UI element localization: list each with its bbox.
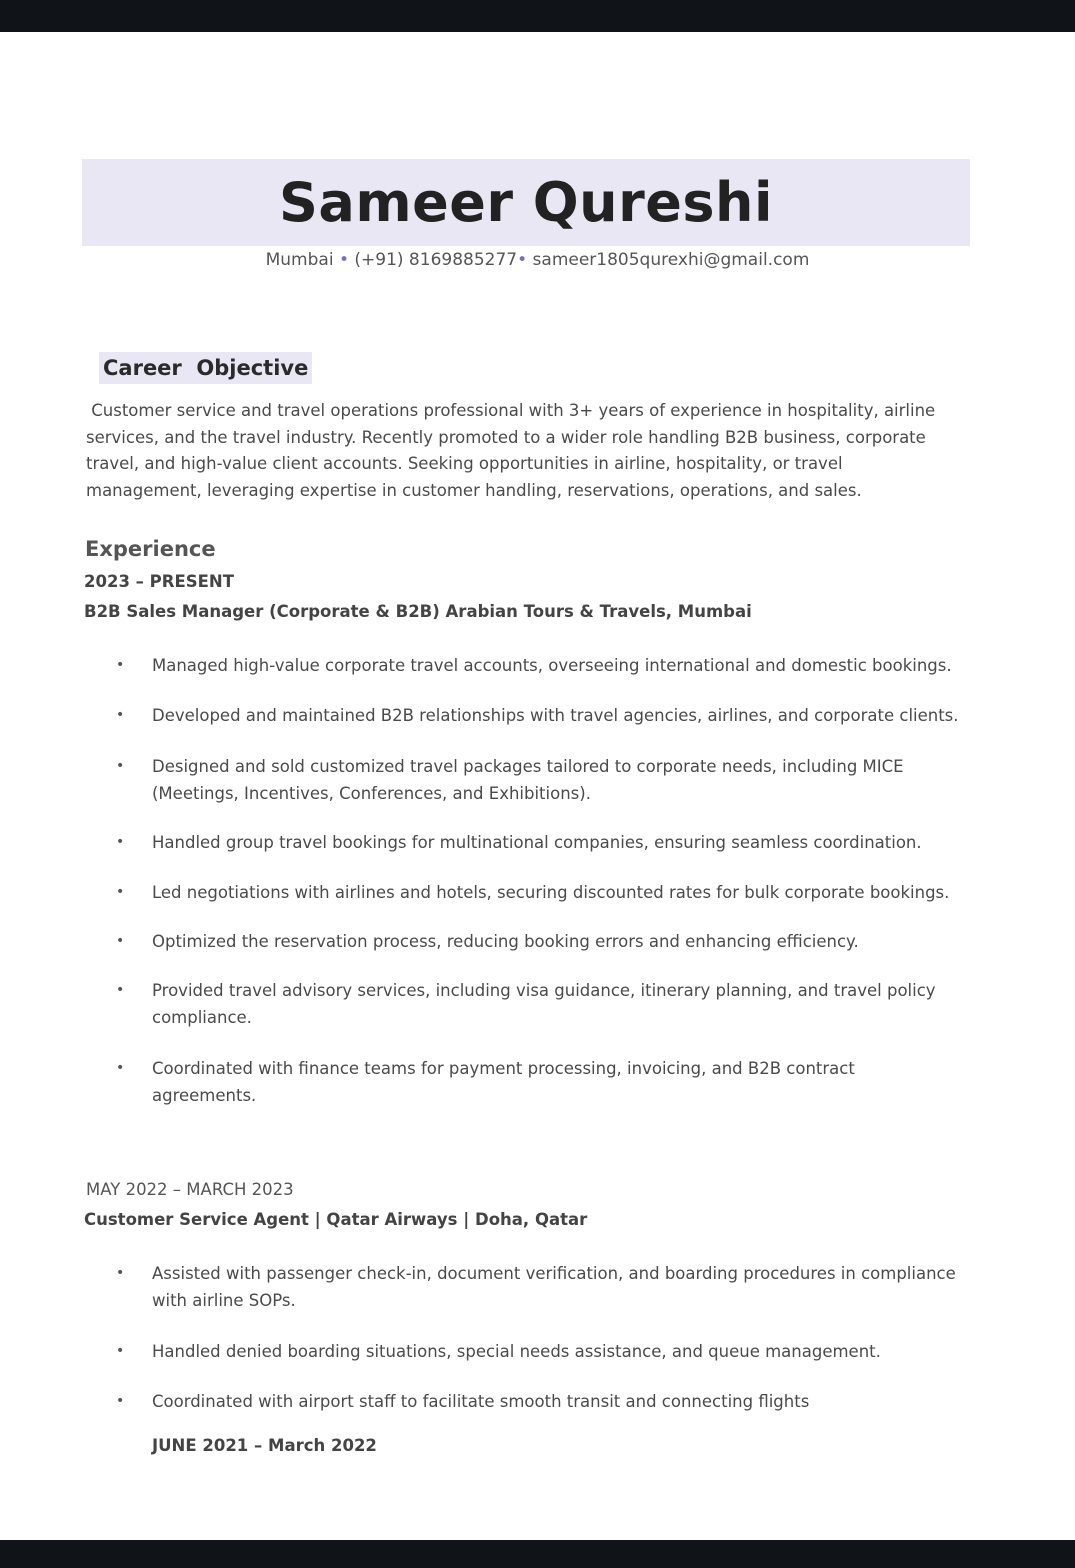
bullet-mark: • bbox=[116, 834, 125, 850]
bullet-text: Coordinated with airport staff to facilitate smooth transit and connecting flights bbox=[152, 1392, 810, 1411]
separator-dot: • bbox=[517, 250, 528, 270]
bottom-bar bbox=[0, 1540, 1075, 1568]
bullet-text: Designed and sold customized travel packages tailored to corporate needs, including MICE bbox=[152, 757, 904, 776]
bullet-text: Optimized the reservation process, reducing booking errors and enhancing efficiency. bbox=[152, 932, 859, 951]
objective-line: management, leveraging expertise in customer handling, reservations, operations, and sales. bbox=[86, 480, 862, 500]
bullet-text: Managed high-value corporate travel accounts, overseeing international and domestic bookings. bbox=[152, 656, 952, 675]
separator-dot: • bbox=[338, 250, 349, 270]
bullet-text: (Meetings, Incentives, Conferences, and Exhibitions). bbox=[152, 784, 591, 803]
bullet-mark: • bbox=[116, 982, 125, 998]
bullet-text: Handled denied boarding situations, special needs assistance, and queue management. bbox=[152, 1342, 881, 1361]
objective-line: services, and the travel industry. Recently promoted to a wider role handling B2B business, corporate bbox=[86, 427, 926, 447]
name-banner bbox=[82, 159, 970, 246]
bullet-text: with airline SOPs. bbox=[152, 1291, 296, 1310]
bullet-text: agreements. bbox=[152, 1086, 257, 1105]
career-objective-text bbox=[86, 398, 986, 504]
candidate-name: Sameer Qureshi bbox=[279, 171, 773, 234]
contact-email: sameer1805qurexhi@gmail.com bbox=[532, 250, 810, 270]
objective-line: Customer service and travel operations professional with 3+ years of experience in hospitality, airline bbox=[86, 401, 936, 420]
bullet-mark: • bbox=[116, 933, 125, 949]
career-objective-heading: Career Objective bbox=[99, 352, 312, 384]
bullet-mark: • bbox=[116, 1265, 125, 1281]
job-dates: MAY 2022 – MARCH 2023 bbox=[86, 1180, 294, 1199]
contact-line bbox=[0, 250, 1075, 270]
bullet-text: Developed and maintained B2B relationships with travel agencies, airlines, and corporate clients. bbox=[152, 706, 959, 725]
job-role: Customer Service Agent | Qatar Airways | Doha, Qatar bbox=[84, 1210, 588, 1229]
bullet-mark: • bbox=[116, 1393, 125, 1409]
bullet-mark: • bbox=[116, 884, 125, 900]
bullet-text: Led negotiations with airlines and hotels, securing discounted rates for bulk corporate bookings. bbox=[152, 883, 950, 902]
bullet-mark: • bbox=[116, 1060, 125, 1076]
objective-line: travel, and high-value client accounts. Seeking opportunities in airline, hospitality, or travel bbox=[86, 454, 843, 474]
bullet-text: Coordinated with finance teams for payment processing, invoicing, and B2B contract bbox=[152, 1059, 855, 1078]
bullet-mark: • bbox=[116, 707, 125, 723]
job-dates: 2023 – PRESENT bbox=[84, 572, 234, 591]
top-bar bbox=[0, 0, 1075, 32]
bullet-text: Assisted with passenger check-in, document verification, and boarding procedures in compliance bbox=[152, 1264, 956, 1283]
bullet-text: Handled group travel bookings for multinational companies, ensuring seamless coordination. bbox=[152, 833, 922, 852]
bullet-mark: • bbox=[116, 657, 125, 673]
contact-city: Mumbai bbox=[265, 250, 334, 270]
contact-phone: (+91) 8169885277 bbox=[354, 250, 518, 270]
bullet-text: compliance. bbox=[152, 1008, 252, 1027]
job-dates: JUNE 2021 – March 2022 bbox=[152, 1436, 377, 1455]
experience-heading: Experience bbox=[85, 537, 216, 561]
bullet-mark: • bbox=[116, 1343, 125, 1359]
bullet-text: Provided travel advisory services, including visa guidance, itinerary planning, and travel policy bbox=[152, 981, 936, 1000]
job-role: B2B Sales Manager (Corporate & B2B) Arabian Tours & Travels, Mumbai bbox=[84, 602, 752, 621]
bullet-mark: • bbox=[116, 758, 125, 774]
